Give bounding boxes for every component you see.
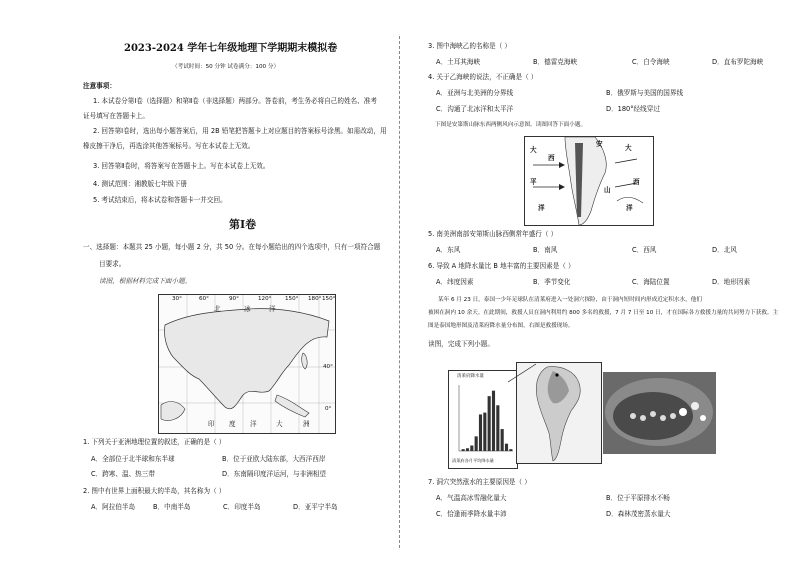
notes-heading: 注意事项：	[83, 82, 116, 90]
map1-lon-label: 150°	[285, 296, 299, 302]
ocean-label: 洋	[269, 305, 276, 313]
rainfall-bar	[496, 405, 499, 451]
rainfall-bar	[479, 414, 482, 451]
rainfall-bar	[501, 429, 504, 451]
question-option: D．北风	[712, 246, 737, 254]
question-option: B．位于亚欧大陆东部，大西洋西岸	[222, 455, 326, 463]
map1-lon-label: 150°	[322, 296, 336, 302]
map1-lat-label: 0°	[325, 406, 332, 412]
material-prompt: 读图，完成下列小题。	[428, 340, 494, 348]
question-option: A．气温高冰雪融化量大	[436, 494, 507, 502]
rainfall-bar	[470, 446, 473, 451]
material-line: 某年 6 月 23 日，泰国一少年足球队在清莱府进入一处洞穴探险，由于洞内短时间内形成近定积水水，他们	[438, 297, 702, 303]
question-option: C．跨寒、温、热三带	[91, 470, 155, 478]
map1-lat-label: 40°	[323, 364, 333, 370]
ocean-label: 洋	[250, 420, 257, 428]
map2-caption: 下图是安第斯山脉东西两侧风向示意图。读图回答下面小题。	[435, 122, 587, 128]
asia-map	[158, 294, 336, 434]
question-option: B．南风	[533, 246, 558, 254]
ocean-label: 北	[214, 305, 221, 313]
map2-label: 大	[530, 146, 537, 154]
map2-label: 洋	[538, 204, 545, 212]
question-stem: 4. 关于乙海峡的说法，不正确是（ ）	[428, 73, 538, 81]
note-line: 1. 本试卷分第Ⅰ卷（选择题）和第Ⅱ卷（非选择题）两部分。答卷前，考生务必将自己的姓名、准考	[93, 97, 377, 105]
map1-label: 大	[276, 420, 283, 428]
map2-label: 山	[604, 186, 611, 194]
question-stem: 1. 下列关于亚洲地理位置的叙述，正确的是（ ）	[83, 438, 226, 446]
map1-lon-label: 180°	[308, 296, 322, 302]
question-option: D．直布罗陀海峡	[712, 58, 764, 66]
rainfall-bar	[509, 449, 512, 451]
question-option: A．全部位于北半球和东半球	[91, 455, 175, 463]
chart-caption: 清莱府各月平均降水量	[452, 458, 494, 463]
question-option: A．东风	[436, 246, 461, 254]
question-option: A．亚洲与北美洲的分界线	[436, 89, 514, 97]
question-option: D．东南隔印度洋运河，与非洲相望	[222, 470, 326, 478]
question-option: C．海陆位置	[632, 278, 670, 286]
question-option: A．土耳其海峡	[436, 58, 481, 66]
rainfall-bar	[483, 413, 486, 451]
question-stem: 7. 洞穴突然涨水的主要原因是（ ）	[428, 478, 531, 486]
exam-info: （考试时间：50 分钟 试卷满分：100 分）	[172, 64, 280, 70]
question-option: B．俄罗斯与美国的国界线	[606, 89, 684, 97]
question-option: D．地形因素	[712, 278, 751, 286]
rainfall-bar	[505, 444, 508, 451]
map2-label: 西	[548, 154, 555, 162]
question-option: C．西风	[632, 246, 657, 254]
question-option: D．亚平宁半岛	[293, 503, 338, 511]
right-column	[400, 0, 794, 562]
note-line: 4. 测试范围：湘教版七年级下册	[93, 180, 188, 188]
asia-map-graphic	[159, 295, 335, 433]
note-line: 5. 考试结束后，将本试卷和答题卡一并交回。	[93, 196, 227, 204]
question-option: D．180°经线穿过	[606, 105, 660, 113]
map1-label: 洲	[303, 420, 310, 428]
note-line: 3. 回答第Ⅱ卷时，将答案写在答题卡上。写在本试卷上无效。	[93, 162, 270, 170]
instructions-line: 目要求。	[99, 260, 126, 268]
map1-lon-label: 90°	[229, 296, 239, 302]
question-option: C．印度半岛	[223, 503, 261, 511]
map1-prompt: 读图，根据材料完成下面小题。	[99, 277, 192, 285]
question-option: B．中南半岛	[153, 503, 191, 511]
instructions-line: 一、选择题：本题共 25 小题，每小题 2 分，共 50 分。在每小题给出的四个选项中，只有一项符合题	[83, 243, 381, 251]
ocean-label: 冰	[244, 305, 251, 313]
material-line: 被困在洞内 10 余天。在此期间，救援人员在洞内利用约 800 多名的救援，7 月 7 日至 10 日，才在国际各方救援力量的共同努力下获救。主	[428, 310, 779, 316]
ocean-label: 度	[229, 420, 236, 428]
cave-rescue-photo	[603, 372, 716, 454]
ocean-label: 印	[208, 420, 215, 428]
chart-title: 清莱府降水量	[457, 374, 484, 379]
note-line: 2. 回答第Ⅰ卷时，选出每小题答案后，用 2B 铅笔把答题卡上对应题目的答案标号涂黑。如需改动，用	[93, 127, 387, 135]
note-line: 橡皮擦干净后，再选涂其他答案标号。写在本试卷上无效。	[83, 142, 255, 150]
map2-label: 安	[596, 140, 603, 148]
map1-lon-label: 60°	[199, 296, 209, 302]
question-stem: 6. 导致 A 地降水量比 B 地丰富的主要因素是（ ）	[428, 262, 575, 270]
rainfall-bar	[475, 436, 478, 451]
note-line: 证号填写在答题卡上。	[83, 112, 149, 120]
rainfall-bar	[488, 396, 491, 451]
exam-title: 2023-2024 学年七年级地理下学期期末模拟卷	[124, 43, 338, 54]
section-title: 第Ⅰ卷	[229, 218, 257, 231]
question-stem: 3. 图中海峡乙的名称是（ ）	[428, 42, 512, 50]
question-option: B．德雷克海峡	[533, 58, 578, 66]
map1-lon-label: 30°	[172, 296, 182, 302]
question-option: B．季节变化	[533, 278, 571, 286]
map2-label: 西	[633, 178, 640, 186]
map2-label: 大	[625, 144, 632, 152]
question-option: C．沟通了北冰洋和太平洋	[436, 105, 514, 113]
map2-label: 平	[530, 178, 537, 186]
cave-photo-graphic	[603, 372, 716, 454]
question-option: D．森林茂密蒸水量大	[606, 510, 671, 518]
question-option: B．位于平原排水不畅	[606, 494, 670, 502]
question-stem: 5. 南美洲南部安第斯山脉西侧常年盛行（ ）	[428, 230, 558, 238]
rainfall-bar	[466, 448, 469, 451]
pointer-arrow	[500, 360, 540, 390]
question-option: A．纬度因素	[436, 278, 474, 286]
material-line: 图是泰国地形图及清莱府降水量分布图，右图是救援现场。	[428, 323, 574, 329]
map1-lon-label: 120°	[258, 296, 272, 302]
question-option: A．阿拉伯半岛	[91, 503, 136, 511]
question-stem: 2. 图中有世界上面积最大的半岛，其名称为（ ）	[83, 487, 226, 495]
question-option: C．白令海峡	[632, 58, 670, 66]
rainfall-bar	[492, 391, 495, 451]
question-option: C．恰逢雨季降水量丰沛	[436, 510, 507, 518]
map2-label: 洋	[626, 204, 633, 212]
rainfall-bar	[462, 449, 465, 451]
